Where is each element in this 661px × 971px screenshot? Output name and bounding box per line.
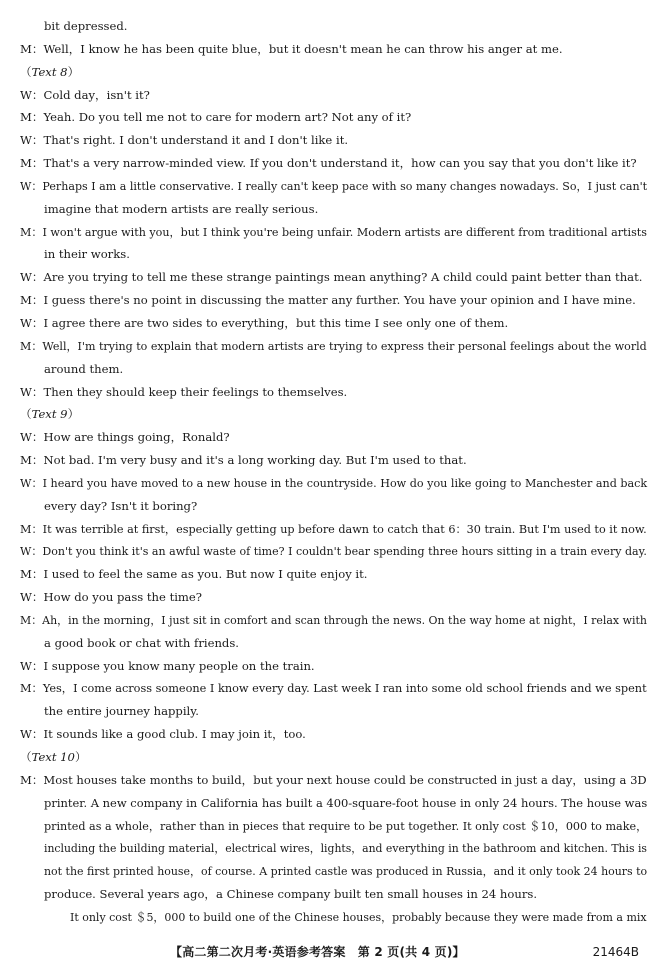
transcript-line: [0, 677, 661, 700]
transcript-line: [0, 243, 661, 266]
speaker-line-text: W：That's right. I don't understand it and I don't like it.: [20, 133, 349, 148]
section-paren-close: ）: [67, 407, 80, 422]
transcript-line: [0, 312, 661, 335]
transcript-line: [0, 723, 661, 746]
transcript-line: [0, 563, 661, 586]
section-heading-text: [20, 746, 87, 769]
speaker-line-text: W：Are you trying to tell me these strange paintings mean anything? A child could paint better than that.: [20, 270, 643, 285]
transcript-line: [0, 266, 661, 289]
transcript-line: [0, 769, 661, 792]
speaker-line-text: W：Don't you think it's an awful waste of time? I couldn't bear spending three hours sitting in a train every day.: [20, 544, 647, 559]
speaker-line-text: W：Cold day，isn't it?: [20, 87, 150, 102]
transcript-line: [0, 15, 661, 38]
transcript-line: [0, 586, 661, 609]
speaker-line-text: M：Ah，in the morning，I just sit in comfort and scan through the news. On the way home at night，I relax with: [20, 612, 647, 627]
footer-code: 21464B: [592, 945, 639, 959]
transcript-line: [0, 906, 661, 929]
section-label: Text 9: [31, 407, 68, 422]
section-heading: [0, 403, 661, 426]
transcript-line: [0, 221, 661, 244]
speaker-line-text: M：I used to feel the same as you. But now I quite enjoy it.: [20, 567, 368, 582]
section-heading: [0, 61, 661, 84]
transcript-line: [0, 540, 661, 563]
continuation-line-text: including the building material，electrical wires，lights，and everything in the bathroom and kitchen. This is: [44, 841, 647, 856]
speaker-line-text: W：I suppose you know many people on the train.: [20, 658, 315, 673]
transcript-line: [0, 381, 661, 404]
speaker-line-text: M：It was terrible at first，especially getting up before dawn to catch that 6：30 train. But I'm used to it now.: [20, 521, 647, 536]
speaker-line-text: M：I won't argue with you，but I think you're being unfair. Modern artists are different from traditional artists: [20, 224, 647, 239]
transcript-line: [0, 289, 661, 312]
transcript-line: [0, 609, 661, 632]
continuation-line-text: printed as a whole，rather than in pieces that require to be put together. It only cost ＄10，000 to make，: [44, 818, 648, 833]
transcript-body: [0, 15, 661, 929]
transcript-line: [0, 860, 661, 883]
transcript-line: [0, 175, 661, 198]
section-paren-open: （: [20, 407, 32, 422]
speaker-line-text: W：It sounds like a good club. I may join it，too.: [20, 727, 306, 742]
transcript-line: [0, 152, 661, 175]
continuation-line-text: around them.: [44, 361, 124, 376]
continuation-line-text: It only cost ＄5，000 to build one of the Chinese houses，probably because they were made from a mix: [70, 909, 647, 924]
page-footer: [0, 940, 661, 964]
transcript-line: [0, 518, 661, 541]
section-heading-text: [20, 61, 79, 84]
continuation-line-text: in their works.: [44, 247, 130, 262]
speaker-line-text: M：Well，I know he has been quite blue，but it doesn't mean he can throw his anger at me.: [20, 41, 563, 56]
transcript-line: [0, 815, 661, 838]
speaker-line-text: M：Yeah. Do you tell me not to care for modern art? Not any of it?: [20, 110, 412, 125]
transcript-line: [0, 883, 661, 906]
transcript-line: [0, 495, 661, 518]
speaker-line-text: M：Yes，I come across someone I know every day. Last week I ran into some old school friends and we spent: [20, 681, 647, 696]
transcript-line: [0, 38, 661, 61]
transcript-line: [0, 655, 661, 678]
transcript-line: [0, 84, 661, 107]
section-paren-open: （: [20, 750, 32, 764]
continuation-line-text: not the first printed house，of course. A printed castle was produced in Russia，and it only took 24 hours to: [44, 864, 648, 879]
footer-title: 【高二第二次月考·英语参考答案 第 2 页(共 4 页)】: [170, 945, 465, 959]
transcript-line: [0, 632, 661, 655]
speaker-line-text: M：Not bad. I'm very busy and it's a long working day. But I'm used to that.: [20, 453, 467, 468]
section-label: Text 8: [31, 64, 68, 79]
section-paren-close: ）: [74, 750, 87, 764]
section-label: Text 10: [31, 750, 75, 764]
transcript-line: [0, 106, 661, 129]
continuation-line-text: produce. Several years ago，a Chinese company built ten small houses in 24 hours.: [44, 887, 538, 902]
transcript-line: [0, 335, 661, 358]
speaker-line-text: M：Most houses take months to build，but your next house could be constructed in just a day，using a 3D: [20, 772, 647, 787]
speaker-line-text: W：How are things going，Ronald?: [20, 430, 230, 445]
speaker-line-text: W：Perhaps I am a little conservative. I really can't keep pace with so many changes nowadays. So，I just can't: [20, 178, 648, 193]
speaker-line-text: W：Then they should keep their feelings to themselves.: [20, 384, 348, 399]
speaker-line-text: W：I heard you have moved to a new house in the countryside. How do you like going to Manchester and back: [20, 475, 648, 490]
section-paren-open: （: [20, 64, 32, 79]
continuation-line-text: bit depressed.: [44, 19, 128, 33]
transcript-line: [0, 358, 661, 381]
transcript-line: [0, 792, 661, 815]
speaker-line-text: M：Well，I'm trying to explain that modern artists are trying to express their personal feelings about the world: [20, 338, 647, 353]
transcript-line: [0, 449, 661, 472]
transcript-line: [0, 198, 661, 221]
transcript-line: [0, 129, 661, 152]
continuation-line-text: imagine that modern artists are really serious.: [44, 201, 319, 216]
section-heading: [0, 746, 661, 769]
continuation-line-text: every day? Isn't it boring?: [44, 498, 198, 513]
speaker-line-text: M：I guess there's no point in discussing the matter any further. You have your opinion and I have mine.: [20, 293, 636, 308]
transcript-line: [0, 472, 661, 495]
continuation-line-text: the entire journey happily.: [44, 704, 199, 719]
transcript-line: [0, 700, 661, 723]
speaker-line-text: M：That's a very narrow-minded view. If you don't understand it，how can you say that you don't like it?: [20, 156, 637, 171]
speaker-line-text: W：How do you pass the time?: [20, 590, 203, 605]
speaker-line-text: W：I agree there are two sides to everything，but this time I see only one of them.: [20, 315, 509, 330]
section-heading-text: [20, 403, 79, 426]
continuation-line-text: a good book or chat with friends.: [44, 635, 239, 650]
continuation-line-text: printer. A new company in California has built a 400-square-foot house in only 24 hours. The house was: [44, 795, 648, 810]
section-paren-close: ）: [67, 64, 80, 79]
transcript-line: [0, 837, 661, 860]
transcript-line: [0, 426, 661, 449]
